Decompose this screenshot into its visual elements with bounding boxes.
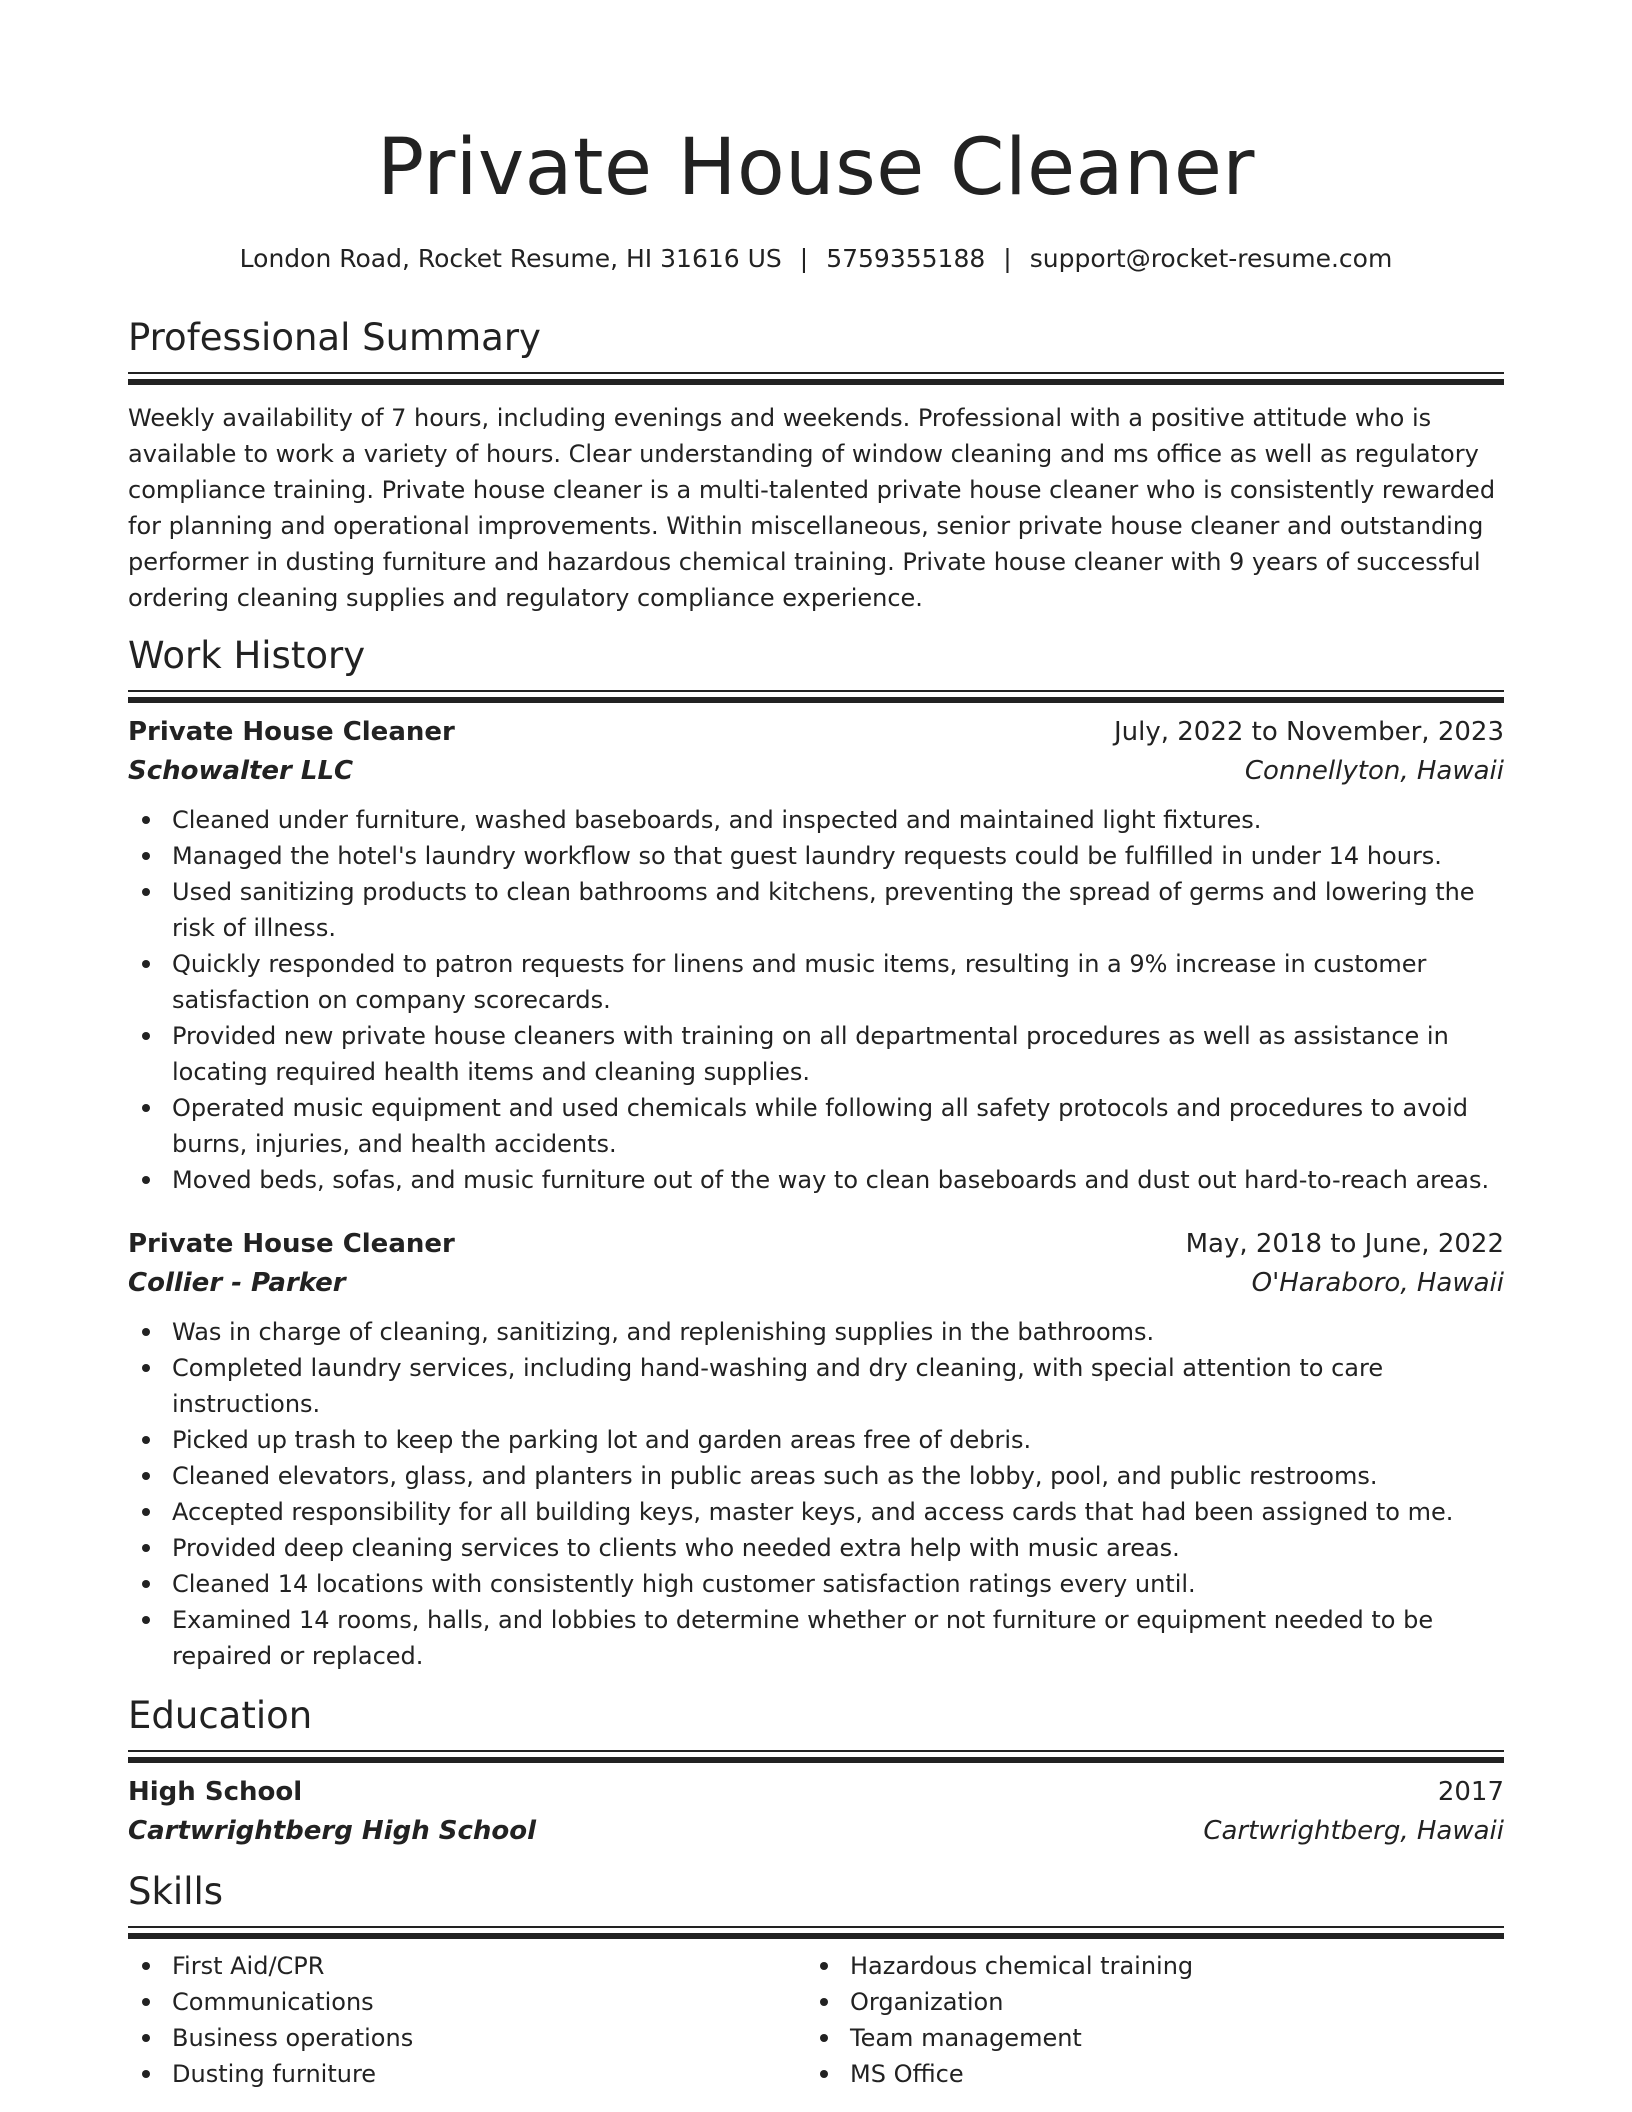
skills-columns: [128, 1948, 1504, 2092]
contact-email: support@rocket-resume.com: [1029, 244, 1393, 273]
job-header: [128, 712, 1504, 752]
education-school: Cartwrightberg High School: [128, 1816, 537, 1846]
skill-item: Business operations: [128, 2020, 806, 2056]
job-title: Private House Cleaner: [128, 717, 455, 747]
section-divider: [128, 1926, 1504, 1928]
job-bullets: [128, 1314, 1504, 1674]
skill-item: Dusting furniture: [128, 2056, 806, 2092]
list-item: Examined 14 rooms, halls, and lobbies to determine whether or not furniture or equipment needed to be repaired or replaced.: [128, 1602, 1504, 1674]
skills-section: [128, 1868, 1504, 2092]
summary-text: Weekly availability of 7 hours, including evenings and weekends. Professional with a positive attitude who is available to work a variety of hours. Clear understanding of window cleaning and ms office as well as regulatory compliance training. Private house cleaner is a multi-talented private house cleaner who is consistently rewarded for planning and operational improvements. Within miscellaneous, senior private house cleaner and outstanding performer in dusting furniture and hazardous chemical training. Private house cleaner with 9 years of successful ordering cleaning supplies and regulatory compliance experience.: [128, 404, 1496, 612]
resume-page: [128, 0, 1504, 2092]
section-divider: [128, 690, 1504, 692]
list-item: Cleaned under furniture, washed baseboards, and inspected and maintained light fixtures.: [128, 802, 1504, 838]
job-location: Connellyton, Hawaii: [1244, 756, 1504, 786]
job-dates: May, 2018 to June, 2022: [1185, 1229, 1504, 1259]
contact-separator: |: [799, 244, 809, 273]
job-entry: [128, 712, 1504, 1198]
education-header: [128, 1772, 1504, 1812]
contact-line: [128, 242, 1504, 276]
list-item: Picked up trash to keep the parking lot and garden areas free of debris.: [128, 1422, 1504, 1458]
skill-item: First Aid/CPR: [128, 1948, 806, 1984]
list-item: Provided new private house cleaners with training on all departmental procedures as well as assistance in locating required health items and cleaning supplies.: [128, 1018, 1504, 1090]
list-item: Cleaned 14 locations with consistently high customer satisfaction ratings every until.: [128, 1566, 1504, 1602]
list-item: Quickly responded to patron requests for linens and music items, resulting in a 9% increase in customer satisfaction on company scorecards.: [128, 946, 1504, 1018]
job-bullets: [128, 802, 1504, 1198]
list-item: Managed the hotel's laundry workflow so that guest laundry requests could be fulfilled in under 14 hours.: [128, 838, 1504, 874]
contact-separator: |: [1003, 244, 1012, 273]
list-item: Used sanitizing products to clean bathrooms and kitchens, preventing the spread of germs and lowering the risk of illness.: [128, 874, 1504, 946]
work-history-section: [128, 632, 1504, 1674]
education-section: [128, 1692, 1504, 1850]
resume-name: Private House Cleaner: [377, 123, 1255, 213]
section-title-summary: Professional Summary: [128, 316, 541, 359]
job-location: O'Haraboro, Hawaii: [1251, 1268, 1504, 1298]
education-degree: High School: [128, 1777, 303, 1807]
section-divider: [128, 372, 1504, 374]
education-entry: [128, 1772, 1504, 1850]
education-year: 2017: [1437, 1777, 1504, 1807]
list-item: Completed laundry services, including hand-washing and dry cleaning, with special attention to care instructions.: [128, 1350, 1504, 1422]
education-location: Cartwrightberg, Hawaii: [1203, 1816, 1504, 1846]
job-title: Private House Cleaner: [128, 1229, 455, 1259]
section-divider: [128, 1750, 1504, 1752]
list-item: Operated music equipment and used chemicals while following all safety protocols and procedures to avoid burns, injuries, and health accidents.: [128, 1090, 1504, 1162]
job-header: [128, 1224, 1504, 1264]
job-company: Schowalter LLC: [128, 756, 354, 786]
list-item: Moved beds, sofas, and music furniture out of the way to clean baseboards and dust out hard-to-reach areas.: [128, 1162, 1504, 1198]
skill-item: Communications: [128, 1984, 806, 2020]
list-item: Was in charge of cleaning, sanitizing, and replenishing supplies in the bathrooms.: [128, 1314, 1504, 1350]
job-entry: [128, 1224, 1504, 1674]
skill-item: Team management: [806, 2020, 1484, 2056]
section-title-work-history: Work History: [128, 634, 366, 677]
job-dates: July, 2022 to November, 2023: [1113, 717, 1504, 747]
skill-item: Hazardous chemical training: [806, 1948, 1484, 1984]
contact-address: London Road, Rocket Resume, HI 31616 US: [239, 244, 782, 273]
job-subheader: [128, 752, 1504, 790]
list-item: Cleaned elevators, glass, and planters in public areas such as the lobby, pool, and public restrooms.: [128, 1458, 1504, 1494]
section-title-education: Education: [128, 1694, 313, 1737]
skill-item: Organization: [806, 1984, 1484, 2020]
job-company: Collier - Parker: [128, 1268, 346, 1298]
section-title-skills: Skills: [128, 1870, 224, 1913]
skill-item: MS Office: [806, 2056, 1484, 2092]
education-subheader: [128, 1812, 1504, 1850]
skills-right-list: [806, 1948, 1484, 2092]
list-item: Accepted responsibility for all building keys, master keys, and access cards that had been assigned to me.: [128, 1494, 1504, 1530]
contact-phone: 5759355188: [826, 244, 986, 273]
skills-left-list: [128, 1948, 806, 2092]
job-subheader: [128, 1264, 1504, 1302]
summary-section: [128, 314, 1504, 616]
list-item: Provided deep cleaning services to clients who needed extra help with music areas.: [128, 1530, 1504, 1566]
